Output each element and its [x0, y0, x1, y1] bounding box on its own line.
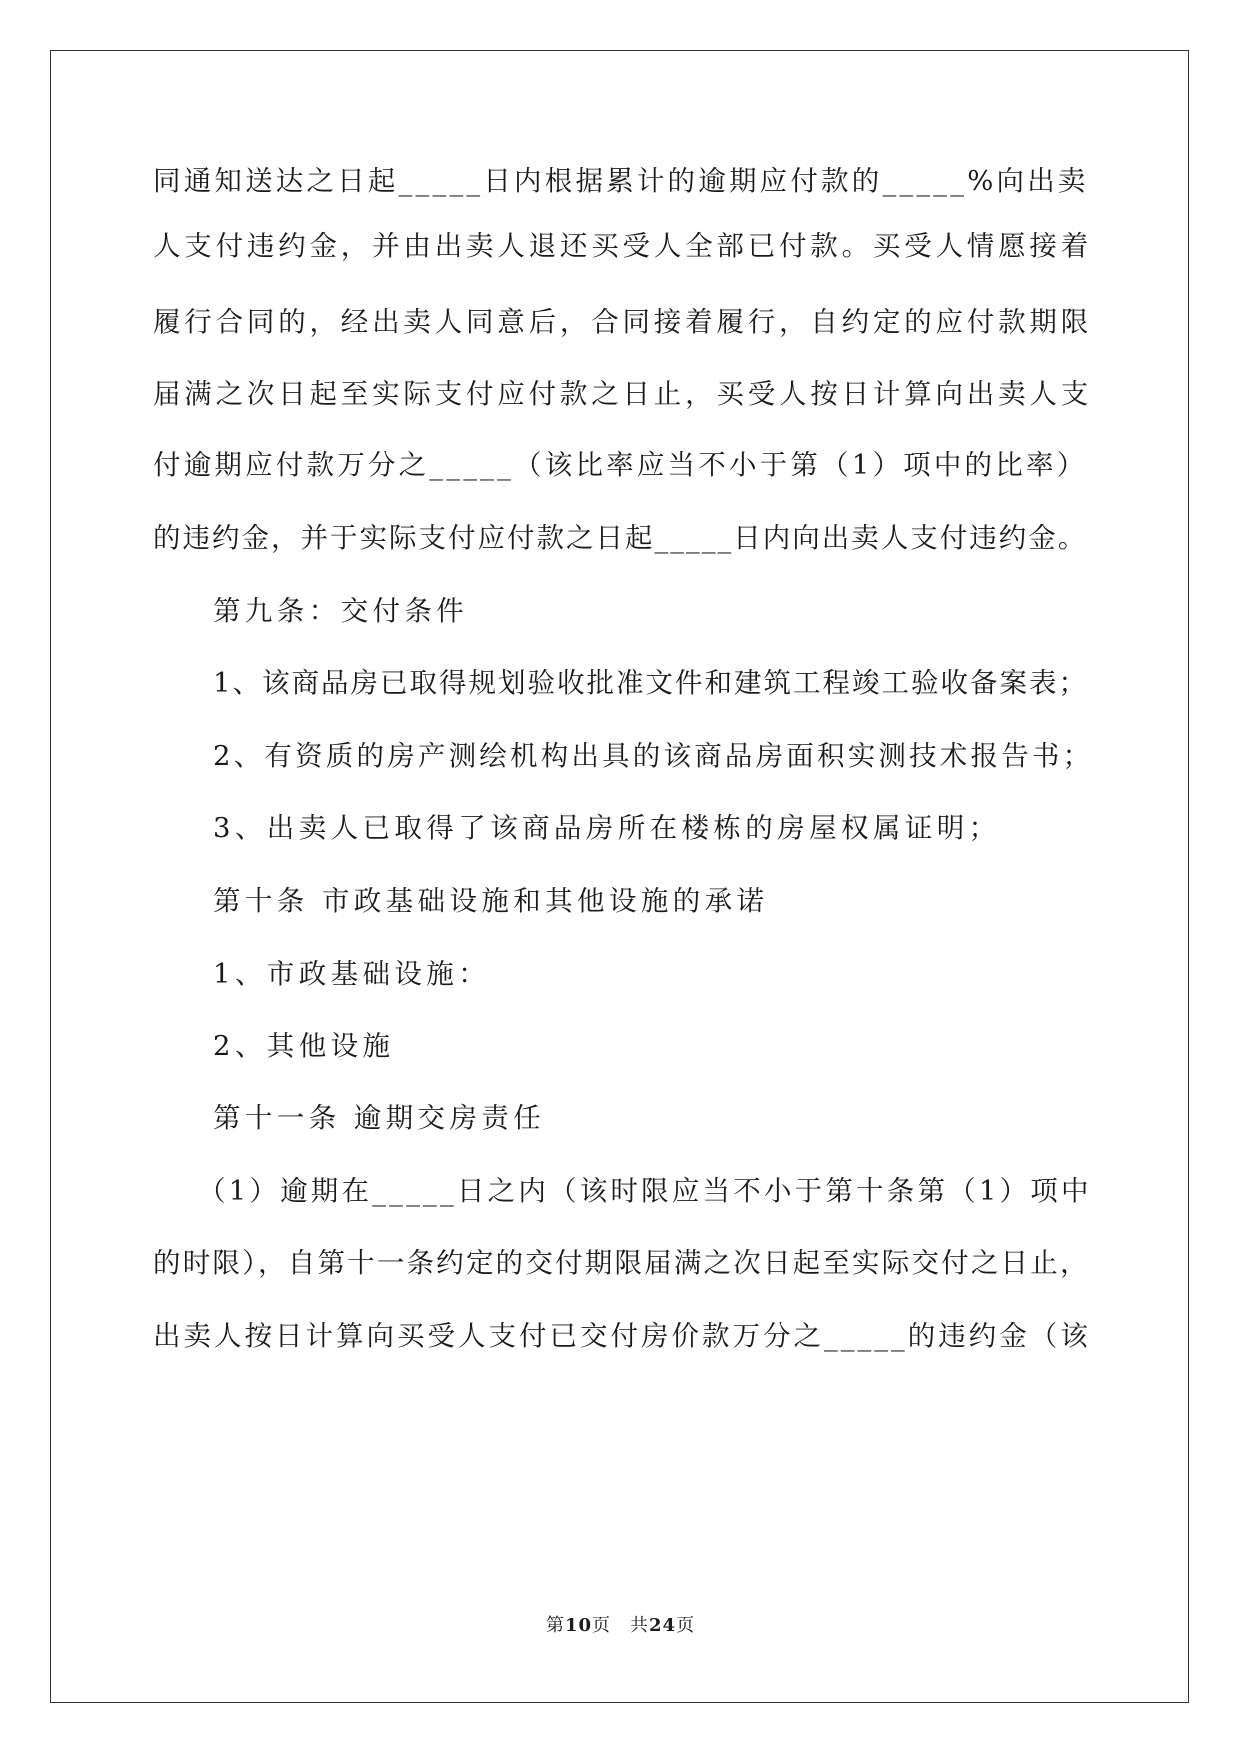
list-item-other: 2、其他设施 [213, 1030, 395, 1062]
text-line-3: 履行合同的，经出卖人同意后，合同接着履行，自约定的应付款期限 [153, 306, 1092, 338]
page-border [50, 50, 1189, 1703]
section-heading-10: 第十条 市政基础设施和其他设施的承诺 [213, 885, 769, 917]
footer-page-number: 10 [564, 1615, 592, 1636]
text-line-17: 出卖人按日计算向买受人支付已交付房价款万分之_____的违约金（该 [153, 1320, 1091, 1352]
page-footer [0, 1611, 1241, 1637]
section-heading-11: 第十一条 逾期交房责任 [213, 1102, 546, 1134]
section-heading-9: 第九条：交付条件 [213, 595, 469, 627]
list-item-1: 1、该商品房已取得规划验收批准文件和建筑工程竣工验收备案表； [213, 667, 1088, 699]
list-item-municipal: 1、市政基础设施： [213, 958, 491, 990]
text-line-15: （1）逾期在_____日之内（该时限应当不小于第十条第（1）项中 [198, 1175, 1092, 1207]
text-line-1: 同通知送达之日起_____日内根据累计的逾期应付款的_____%向出卖 [153, 165, 1089, 197]
footer-prefix: 第 [545, 1615, 565, 1636]
list-item-2: 2、有资质的房产测绘机构出具的该商品房面积实测技术报告书； [213, 740, 1094, 772]
list-item-3: 3、出卖人已取得了该商品房所在楼栋的房屋权属证明； [213, 812, 1001, 844]
text-line-16: 的时限），自第十一条约定的交付期限届满之次日起至实际交付之日止， [153, 1247, 1090, 1279]
text-line-6: 的违约金，并于实际支付应付款之日起_____日内向出卖人支付违约金。 [153, 522, 1088, 554]
footer-total-pages: 24 [649, 1615, 677, 1636]
footer-middle: 页 共 [592, 1615, 649, 1636]
text-line-4: 届满之次日起至实际支付应付款之日止，买受人按日计算向出卖人支 [153, 378, 1092, 410]
footer-suffix: 页 [676, 1615, 696, 1636]
text-line-5: 付逾期应付款万分之_____（该比率应当不小于第（1）项中的比率） [153, 449, 1088, 481]
text-line-2: 人支付违约金，并由出卖人退还买受人全部已付款。买受人情愿接着 [153, 230, 1092, 262]
